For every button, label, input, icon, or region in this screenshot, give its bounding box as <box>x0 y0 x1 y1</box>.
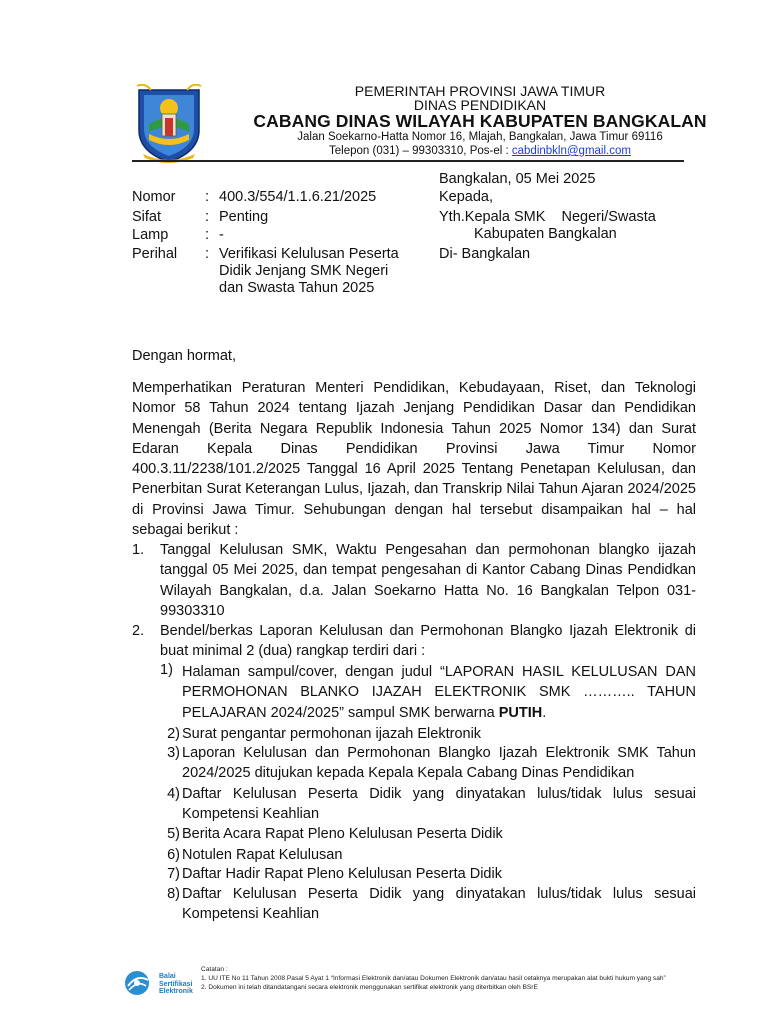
letterhead-contact <box>210 145 750 157</box>
east-java-coat-of-arms-icon <box>135 84 203 164</box>
contact-phone: Telepon (031) – 99303310, Pos-el : <box>329 145 512 157</box>
subitem-1-text <box>182 662 696 723</box>
perihal-colon: : <box>205 246 210 262</box>
subitem-4-number: 4) <box>167 786 180 802</box>
perihal-label: Perihal <box>132 246 178 262</box>
subitem-3-number: 3) <box>167 745 180 761</box>
lamp-label: Lamp <box>132 227 169 243</box>
recipient-location: Di- Bangkalan <box>439 246 531 262</box>
subitem-4-text: Daftar Kelulusan Peserta Didik yang dinyatakan lulus/tidak lulus sesuai Kompetensi Keahlian <box>182 786 696 823</box>
subitem-5-number: 5) <box>167 826 180 842</box>
bsre-logo-line2: Sertifikasi <box>159 980 193 988</box>
subitem-2-text: Surat pengantar permohonan ijazah Elektronik <box>182 726 482 742</box>
subitem-5-text: Berita Acara Rapat Pleno Kelulusan Peserta Didik <box>182 826 503 842</box>
subitem-8-number: 8) <box>167 886 180 902</box>
sifat-value: Penting <box>219 209 269 225</box>
letterhead-government: PEMERINTAH PROVINSI JAWA TIMUR <box>354 83 606 99</box>
subitem-1-color: PUTIH <box>498 704 543 721</box>
nomor-value: 400.3/554/1.1.6.21/2025 <box>219 189 377 205</box>
letterhead-department: DINAS PENDIDIKAN <box>413 97 547 113</box>
subitem-7-text: Daftar Hadir Rapat Pleno Kelulusan Peserta Didik <box>182 866 502 882</box>
subitem-6-number: 6) <box>167 847 180 863</box>
subitem-1-body: Halaman sampul/cover, dengan judul “LAPORAN HASIL KELULUSAN DAN PERMOHONAN BLANKO IJAZAH ELEKTRONIK SMK ……….. TAHUN PELAJARAN 2024/2025” sampul SMK berwarna <box>182 664 696 721</box>
subitem-1-end: . <box>542 704 547 721</box>
nomor-label: Nomor <box>132 189 176 205</box>
recipient-line2: Kabupaten Bangkalan <box>474 226 617 242</box>
intro-paragraph: Memperhatikan Peraturan Menteri Pendidikan, Kebudayaan, Riset, dan Teknologi Nomor 58 Tahun 2024 tentang Ijazah Jenjang Pendidikan Dasar dan Pendidikan Menengah (Berita Negara Republik Indonesia Tahun 2025 Nomor 134) dan Surat Edaran Kepala Dinas Pendidikan Provinsi Jawa Timur Nomor 400.3.11/2238/101.2/2025 Tanggal 16 April 2025 Tentang Penetapan Kelulusan, dan Penerbitan Surat Keterangan Lulus, Ijazah, dan Transkrip Nilai Tahun Ajaran 2024/2025 di Provinsi Jawa Timur. Sehubungan dengan hal tersebut disampaikan hal – hal sebagai berikut : <box>132 380 696 539</box>
footer-note-2: 2. Dokumen ini telah ditandatangani secara elektronik menggunakan sertifikat elektronik yang diterbitkan oleh BSrE <box>201 984 538 991</box>
subitem-6-text: Notulen Rapat Kelulusan <box>182 847 343 863</box>
subitem-1-number: 1) <box>160 662 173 678</box>
letterhead-divider <box>132 160 684 162</box>
sifat-label: Sifat <box>132 209 162 225</box>
subitem-8-text: Daftar Kelulusan Peserta Didik yang dinyatakan lulus/tidak lulus sesuai Kompetensi Keahlian <box>182 886 696 923</box>
bsre-logo-line3: Elektronik <box>159 988 193 995</box>
recipient-line1: Yth.Kepala SMK Negeri/Swasta <box>439 209 656 225</box>
greeting: Dengan hormat, <box>132 348 236 364</box>
letterhead-address: Jalan Soekarno-Hatta Nomor 16, Mlajah, Bangkalan, Jawa Timur 69116 <box>297 131 663 143</box>
subitem-3-text: Laporan Kelulusan dan Permohonan Blangko Ijazah Elektronik SMK Tahun 2024/2025 ditujukan kepada Kepala Kepala Cabang Dinas Pendidikan <box>182 745 696 782</box>
recipient-kepada: Kepada, <box>439 189 494 205</box>
email-link[interactable]: cabdinbkln@gmail.com <box>511 145 631 157</box>
nomor-colon: : <box>205 189 210 205</box>
item-1-number: 1. <box>132 542 145 558</box>
subitem-7-number: 7) <box>167 866 180 882</box>
lamp-colon: : <box>205 227 210 243</box>
sifat-colon: : <box>205 209 210 225</box>
item-2-text: Bendel/berkas Laporan Kelulusan dan Permohonan Blangko Ijazah Elektronik di buat minimal 2 (dua) rangkap terdiri dari : <box>160 623 696 660</box>
footer-catatan: Catatan : <box>201 966 228 973</box>
footer-note-1: 1. UU ITE No 11 Tahun 2008 Pasal 5 Ayat 1 “Informasi Elektronik dan/atau Dokumen Elektronik dan/atau hasil cetaknya merupakan alat bukti hukum yang sah” <box>201 975 666 982</box>
lamp-value: - <box>219 227 224 243</box>
bsre-logo-icon <box>122 968 206 998</box>
subitem-2-number: 2) <box>167 726 180 742</box>
item-1-text: Tanggal Kelulusan SMK, Waktu Pengesahan dan permohonan blangko ijazah tanggal 05 Mei 2025, dan tempat pengesahan di Kantor Cabang Dinas Pendidkan Wilayah Bangkalan, d.a. Jalan Soekarno Hatta No. 16 Bangkalan Telpon 031-99303310 <box>160 542 696 619</box>
perihal-value: Verifikasi Kelulusan Peserta Didik Jenjang SMK Negeri dan Swasta Tahun 2025 <box>219 246 399 296</box>
letter-date: Bangkalan, 05 Mei 2025 <box>439 171 596 187</box>
bsre-logo-line1: Balai <box>159 973 176 980</box>
letterhead-office: CABANG DINAS WILAYAH KABUPATEN BANGKALAN <box>253 111 707 131</box>
item-2-number: 2. <box>132 623 145 639</box>
